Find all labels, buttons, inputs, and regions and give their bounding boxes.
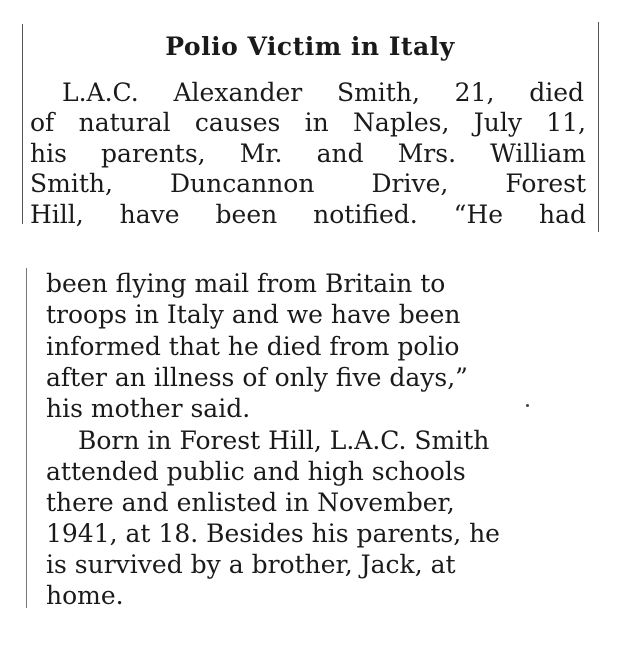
clipping-top-fragment (0, 0, 624, 232)
column-rule-left (26, 268, 27, 608)
article-headline: Polio Victim in Italy (165, 32, 455, 61)
article-line: attended public and high schools (46, 457, 466, 486)
clipping-bottom-fragment (0, 262, 624, 653)
column-rule-left (22, 24, 23, 224)
article-line: Hill, have been notified. “He had (30, 200, 586, 229)
article-line: there and enlisted in November, (46, 488, 455, 517)
article-line: informed that he died from polio (46, 332, 460, 361)
article-line: been flying mail from Britain to (46, 269, 446, 298)
article-line: 1941, at 18. Besides his parents, he (46, 519, 500, 548)
print-speck (526, 404, 529, 407)
article-line: is survived by a brother, Jack, at (46, 550, 456, 579)
article-line: his parents, Mr. and Mrs. William (30, 139, 586, 168)
article-line: home. (46, 581, 124, 610)
article-line: after an illness of only five days,” (46, 363, 468, 392)
article-line: Smith, Duncannon Drive, Forest (30, 169, 586, 198)
article-line: L.A.C. Alexander Smith, 21, died (62, 78, 584, 107)
article-line: Born in Forest Hill, L.A.C. Smith (78, 426, 490, 455)
column-rule-right (598, 22, 599, 232)
article-line: his mother said. (46, 394, 251, 423)
article-line: troops in Italy and we have been (46, 300, 461, 329)
article-line: of natural causes in Naples, July 11, (30, 108, 586, 137)
